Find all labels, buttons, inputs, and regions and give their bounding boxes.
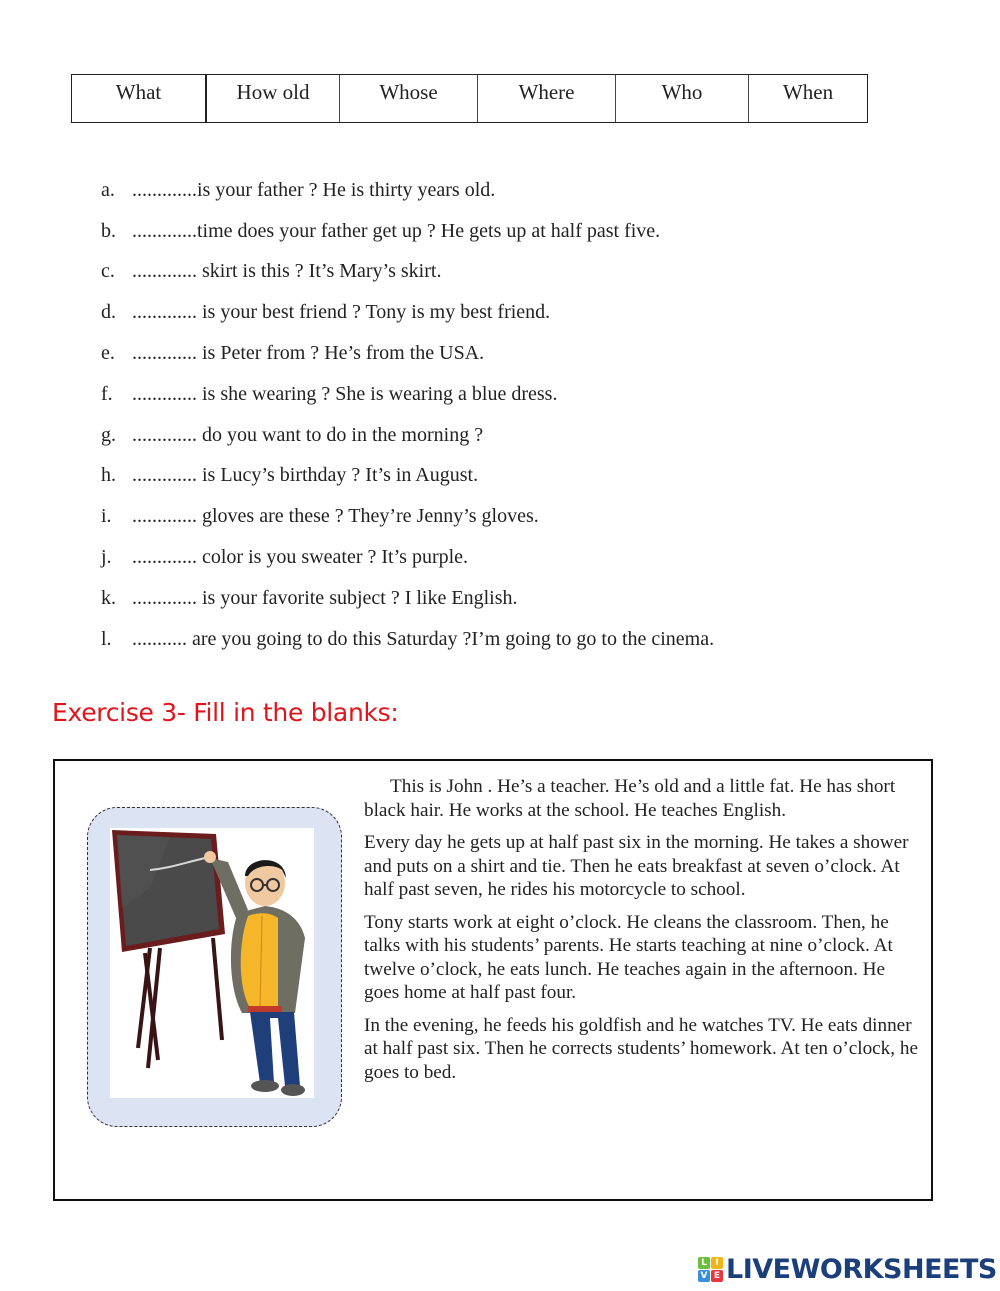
question-letter: h.	[101, 464, 116, 487]
question-item	[101, 619, 901, 660]
question-list	[101, 170, 901, 660]
answer-blank[interactable]: .............	[132, 301, 197, 324]
question-letter: i.	[101, 505, 112, 528]
logo-tile: E	[711, 1270, 723, 1282]
passage-paragraph: In the evening, he feeds his goldfish and he watches TV. He eats dinner at half past six. Then he corrects students’ homework. At ten o’clock, he goes to bed.	[364, 1014, 918, 1083]
answer-blank[interactable]: .............	[132, 260, 197, 283]
question-letter: g.	[101, 423, 116, 446]
answer-blank[interactable]: .............	[132, 423, 197, 446]
question-letter: j.	[101, 546, 112, 569]
answer-blank[interactable]: .............	[132, 464, 197, 487]
question-letter: d.	[101, 301, 116, 324]
question-text: color is you sweater ? It’s purple.	[202, 546, 469, 569]
question-letter: c.	[101, 260, 115, 283]
live-tiles-icon	[698, 1257, 723, 1282]
question-item	[101, 292, 901, 333]
answer-blank[interactable]: .............	[132, 342, 197, 365]
word-cell-what: What	[72, 75, 207, 122]
question-text: is she wearing ? She is wearing a blue dress.	[202, 382, 558, 405]
question-letter: a.	[101, 178, 115, 201]
question-item	[101, 496, 901, 537]
question-item	[101, 456, 901, 497]
answer-blank[interactable]: .............	[132, 586, 197, 609]
answer-blank[interactable]: .............	[132, 382, 197, 405]
word-cell-where: Where	[478, 75, 616, 122]
answer-blank[interactable]: .............	[132, 546, 197, 569]
logo-tile: I	[711, 1257, 723, 1269]
word-bank-table	[71, 74, 868, 123]
question-text: is Lucy’s birthday ? It’s in August.	[202, 464, 479, 487]
question-text: do you want to do in the morning ?	[202, 423, 484, 446]
teacher-at-chalkboard-icon	[110, 828, 314, 1098]
question-text: skirt is this ? It’s Mary’s skirt.	[202, 260, 442, 283]
question-letter: l.	[101, 627, 112, 650]
question-text: is your favorite subject ? I like English.	[202, 586, 518, 609]
question-letter: k.	[101, 586, 116, 609]
logo-tile: L	[698, 1257, 710, 1269]
question-text: is your father ? He is thirty years old.	[197, 178, 496, 201]
answer-blank[interactable]: ...........	[132, 627, 187, 650]
passage-paragraph: This is John . He’s a teacher. He’s old and a little fat. He has short black hair. He works at the school. He teaches English.	[364, 776, 896, 821]
question-text: is your best friend ? Tony is my best friend.	[202, 301, 551, 324]
answer-blank[interactable]: .............	[132, 219, 197, 242]
passage-paragraph: Every day he gets up at half past six in the morning. He takes a shower and puts on a shirt and tie. Then he eats breakfast at seven o’clock. At half past seven, he rides his motorcycle to school.	[364, 832, 909, 900]
question-item	[101, 578, 901, 619]
question-item	[101, 333, 901, 374]
question-text: time does your father get up ? He gets up at half past five.	[197, 219, 661, 242]
exercise-3-title: Exercise 3- Fill in the blanks:	[52, 698, 399, 727]
question-item	[101, 252, 901, 293]
question-letter: b.	[101, 219, 116, 242]
word-cell-how-old: How old	[207, 75, 340, 122]
question-item	[101, 537, 901, 578]
question-item	[101, 211, 901, 252]
question-letter: f.	[101, 382, 113, 405]
answer-blank[interactable]: .............	[132, 178, 197, 201]
question-item	[101, 415, 901, 456]
question-text: is Peter from ? He’s from the USA.	[202, 342, 485, 365]
word-cell-who: Who	[616, 75, 749, 122]
question-text: gloves are these ? They’re Jenny’s gloves.	[202, 505, 539, 528]
logo-wordmark: LIVEWORKSHEETS	[726, 1254, 997, 1285]
question-item	[101, 374, 901, 415]
illustration-frame	[87, 807, 342, 1127]
reading-passage	[364, 775, 924, 1093]
question-letter: e.	[101, 342, 115, 365]
question-item	[101, 170, 901, 211]
answer-blank[interactable]: .............	[132, 505, 197, 528]
liveworksheets-logo	[698, 1256, 997, 1283]
passage-paragraph: Tony starts work at eight o’clock. He cleans the classroom. Then, he talks with his students’ parents. He starts teaching at nine o’clock. At twelve o’clock, he eats lunch. He teaches again in the afternoon. He goes home at half past four.	[364, 911, 893, 1003]
word-cell-when: When	[782, 80, 834, 104]
word-cell-whose: Whose	[340, 75, 478, 122]
logo-tile: V	[698, 1270, 710, 1282]
question-text: are you going to do this Saturday ?I’m going to go to the cinema.	[192, 627, 715, 650]
reading-passage-box	[53, 759, 933, 1201]
teacher-illustration	[110, 828, 314, 1098]
